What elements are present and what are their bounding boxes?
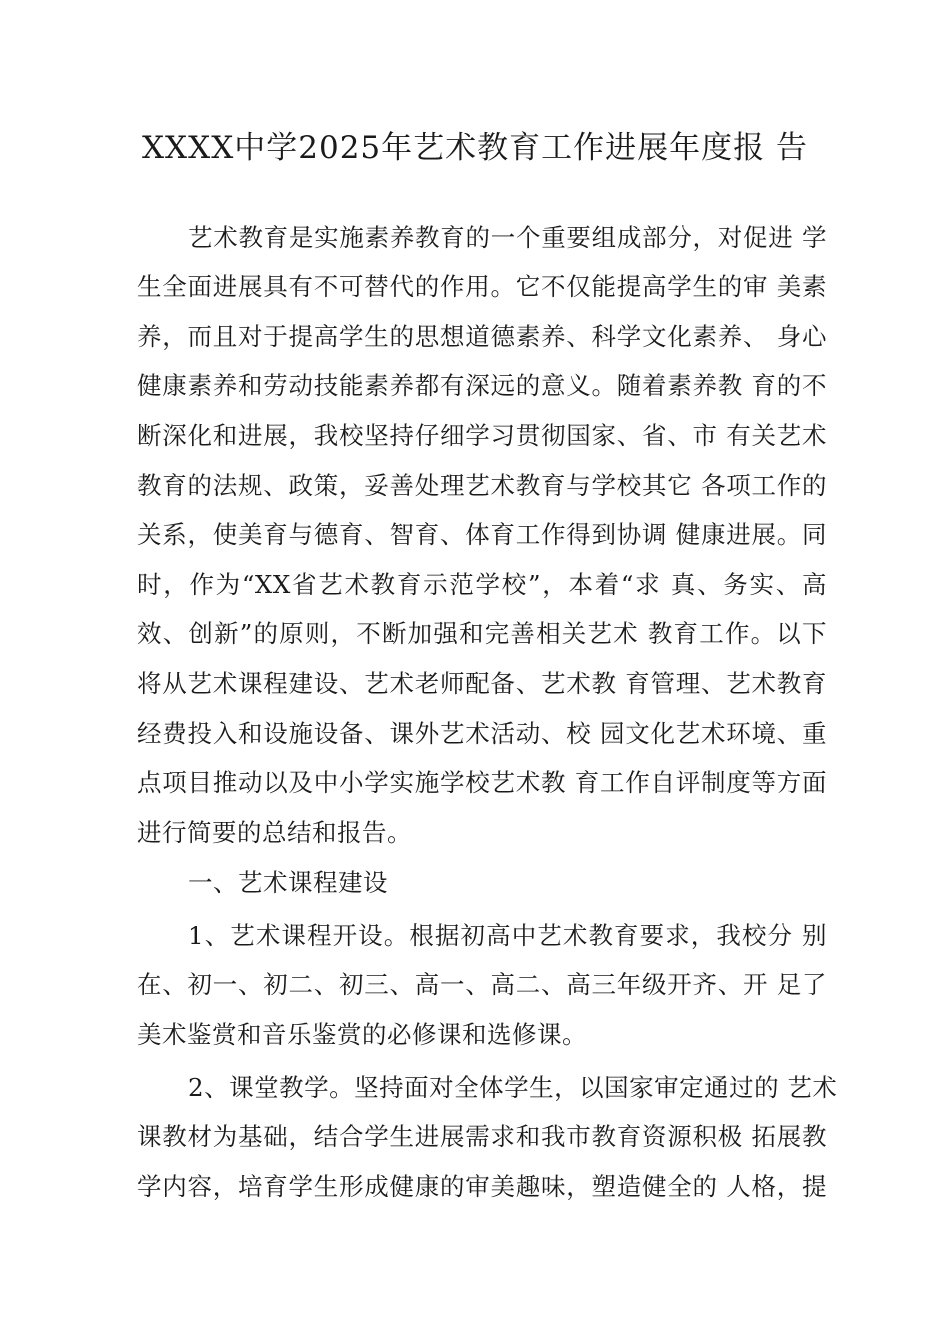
text-line: 学内容，培育学生形成健康的审美趣味，塑造健全的 人格，提 <box>137 1172 827 1201</box>
text-line: 关系，使美育与德育、智育、体育工作得到协调 健康进展。同 <box>137 520 827 549</box>
text-line: 健康素养和劳动技能素养都有深远的意义。随着素养教 育的不 <box>137 371 827 400</box>
text-line: 经费投入和设施设备、课外艺术活动、校 园文化艺术环境、重 <box>137 719 827 748</box>
text-line: 2、课堂教学。坚持面对全体学生，以国家审定通过的 艺术 <box>188 1073 838 1102</box>
text-line: 养，而且对于提高学生的思想道德素养、科学文化素养、 身心 <box>137 322 827 351</box>
text-line: 断深化和进展，我校坚持仔细学习贯彻国家、省、市 有关艺术 <box>137 421 827 450</box>
text-line: 点项目推动以及中小学实施学校艺术教 育工作自评制度等方面 <box>137 768 827 797</box>
text-line: 美术鉴赏和音乐鉴赏的必修课和选修课。 <box>137 1020 587 1049</box>
text-line: 进行简要的总结和报告。 <box>137 818 412 847</box>
text-line: 1、艺术课程开设。根据初高中艺术教育要求，我校分 别 <box>188 921 827 950</box>
text-line: 教育的法规、政策，妥善处理艺术教育与学校其它 各项工作的 <box>137 471 827 500</box>
text-line: 艺术教育是实施素养教育的一个重要组成部分，对促进 学 <box>188 223 827 252</box>
text-line: 效、创新”的原则，不断加强和完善相关艺术 教育工作。以下 <box>137 619 827 648</box>
text-line: 将从艺术课程建设、艺术老师配备、艺术教 育管理、艺术教育 <box>137 669 827 698</box>
text-line: 生全面进展具有不可替代的作用。它不仅能提高学生的审 美素 <box>137 272 827 301</box>
section-heading: 一、艺术课程建设 <box>188 868 388 897</box>
text-line: 时，作为“XX省艺术教育示范学校”，本着“求 真、务实、高 <box>137 570 827 599</box>
text-line: 课教材为基础，结合学生进展需求和我市教育资源积极 拓展教 <box>137 1122 827 1151</box>
text-line: 在、初一、初二、初三、高一、高二、高三年级开齐、开 足了 <box>137 970 827 999</box>
document-title: XXXX中学2025年艺术教育工作进展年度报 告 <box>141 130 809 166</box>
